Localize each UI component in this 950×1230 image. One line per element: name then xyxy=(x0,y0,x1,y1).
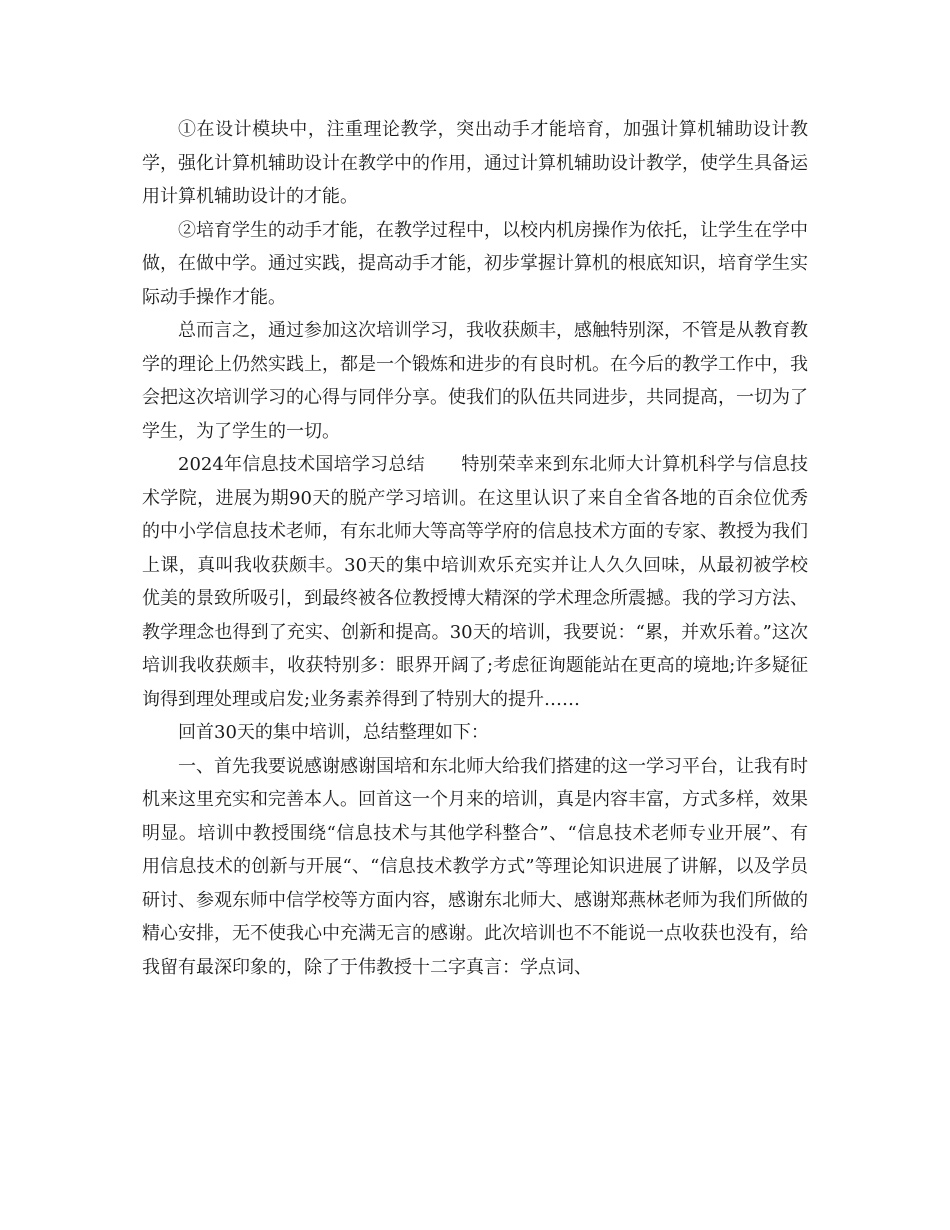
paragraph-conclusion: 总而言之，通过参加这次培训学习，我收获颇丰，感触特别深，不管是从教育教学的理论上仍然实践上，都是一个锻炼和进步的有良时机。在今后的教学工作中，我会把这次培训学习的心得与同伴分享。使我们的队伍共同进步，共同提高，一切为了学生，为了学生的一切。 xyxy=(142,320,808,442)
paragraph-hands-on-skills: ②培育学生的动手才能，在教学过程中，以校内机房操作为依托，让学生在学中做，在做中学。通过实践，提高动手才能，初步掌握计算机的根底知识，培育学生实际动手操作才能。 xyxy=(142,219,808,308)
paragraph-thanks: 一、首先我要说感谢感谢国培和东北师大给我们搭建的这一学习平台，让我有时机来这里充实和完善本人。回首这一个月来的培训，真是内容丰富，方式多样，效果明显。培训中教授围绕“信息技术与其他学科整合”、“信息技术老师专业开展”、有用信息技术的创新与开展“、“信息技术教学方式”等理论知识进展了讲解，以及学员研讨、参观东师中信学校等方面内容，感谢东北师大、感谢郑燕林老师为我们所做的精心安排，无不使我心中充满无言的感谢。此次培训也不不能说一点收获也没有，给我留有最深印象的，除了于伟教授十二字真言：学点词、 xyxy=(142,755,808,978)
document-body xyxy=(142,113,808,984)
paragraph-review-intro: 回首30天的集中培训，总结整理如下： xyxy=(178,722,489,743)
paragraph-training-summary: 2024年信息技术国培学习总结 特别荣幸来到东北师大计算机科学与信息技术学院，进展为期90天的脱产学习培训。在这里认识了来自全省各地的百余位优秀的中小学信息技术老师，有东北师大等高等学府的信息技术方面的专家、教授为我们上课，真叫我收获颇丰。30天的集中培训欢乐充实并让人久久回味，从最初被学校优美的景致所吸引，到最终被各位教授博大精深的学术理念所震撼。我的学习方法、教学理念也得到了充实、创新和提高。30天的培训，我要说：“累，并欢乐着。”这次培训我收获颇丰，收获特别多：眼界开阔了;考虑征询题能站在更高的境地;许多疑征询得到理处理或启发;业务素养得到了特别大的提升…… xyxy=(142,454,808,710)
paragraph-cad-module: ①在设计模块中，注重理论教学，突出动手才能培育，加强计算机辅助设计教学，强化计算机辅助设计在教学中的作用，通过计算机辅助设计教学，使学生具备运用计算机辅助设计的才能。 xyxy=(142,119,808,207)
